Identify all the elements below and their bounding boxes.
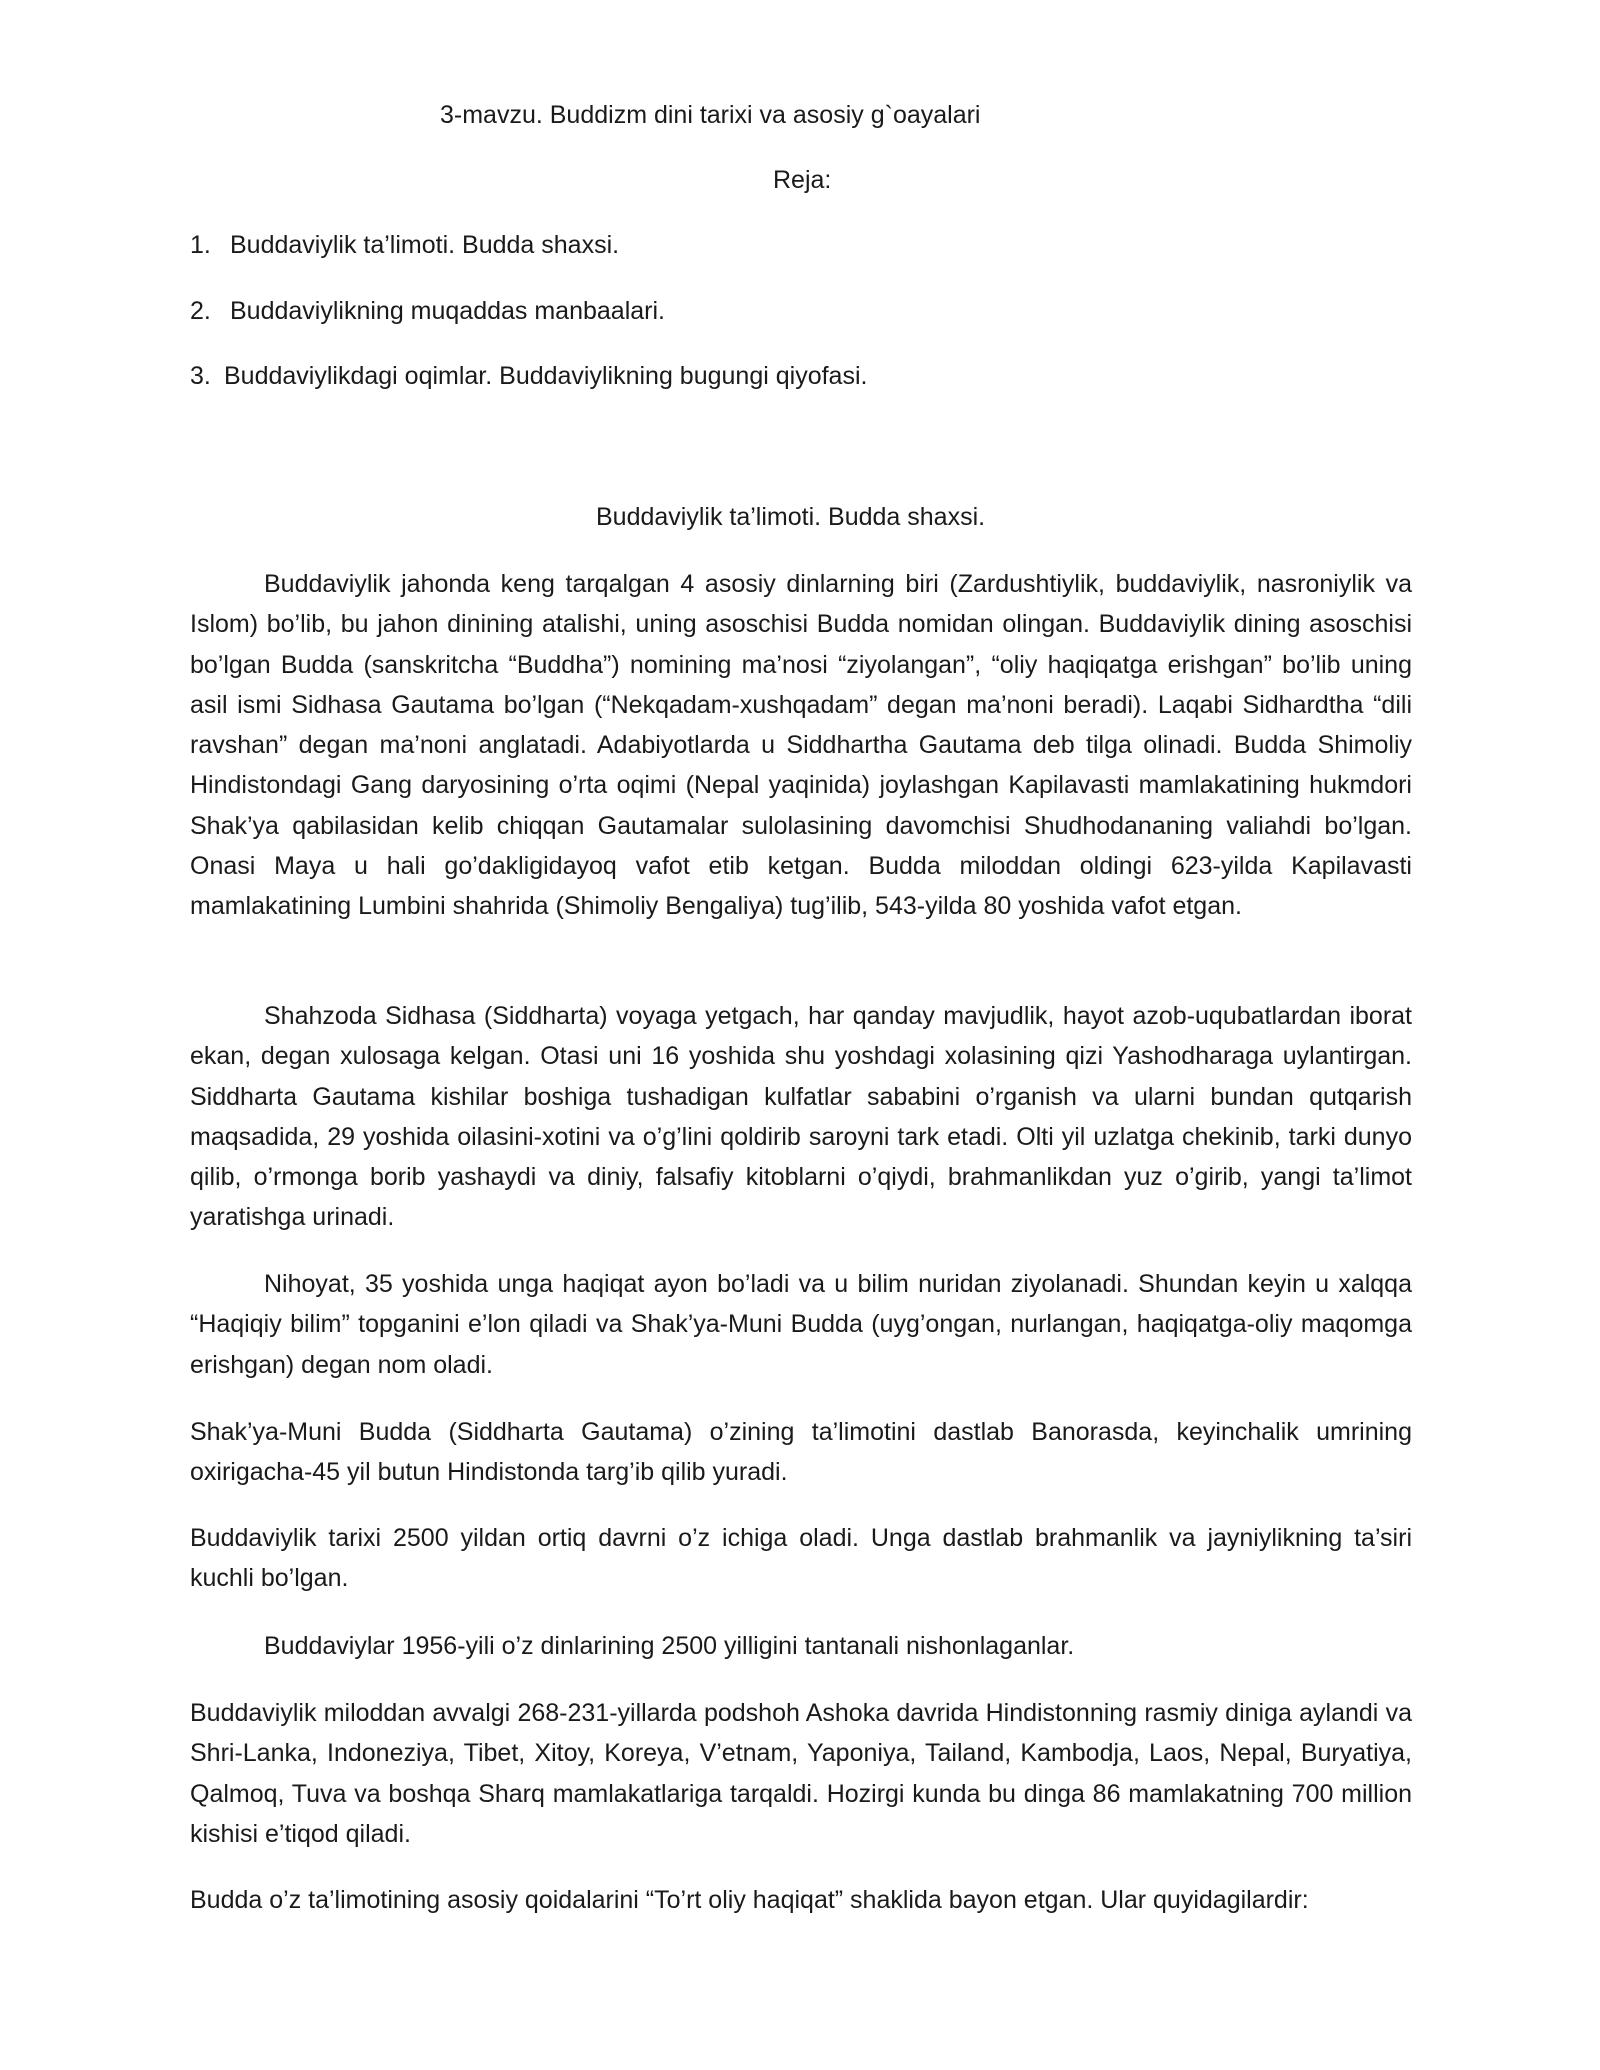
paragraph: Budda o’z ta’limotining asosiy qoidalarini “To’rt oliy haqiqat” shaklida bayon etgan. Ular quyidagilardir:: [190, 1886, 1309, 1914]
paragraph: Shahzoda Sidhasa (Siddharta) voyaga yetgach, har qanday mavjudlik, hayot azob-uqubatlardan iborat ekan, degan xulosaga kelgan. Otasi uni 16 yoshida shu yoshdagi xolasining qizi Yashodharaga uylantirgan. Siddharta Gautama kishilar boshiga tushadigan kulfatlar sababini o’rganish va ularni bundan qutqarish maqsadida, 29 yoshida oilasini-xotini va o’g’lini qoldirib saroyni tark etadi. Olti yil uzlatga chekinib, tarki dunyo qilib, o’rmonga borib yashaydi va diniy, falsafiy kitoblarni o’qiydi, brahmanlikdan yuz o’girib, yangi ta’limot yaratishga urinadi.: [190, 1002, 1412, 1232]
paragraph: Nihoyat, 35 yoshida unga haqiqat ayon bo’ladi va u bilim nuridan ziyolanadi. Shundan keyin u xalqqa “Haqiqiy bilim” topganini e’lon qiladi va Shak’ya-Muni Budda (uyg’ongan, nurlangan, haqiqatga-oliy maqomga erishgan) degan nom oladi.: [190, 1270, 1412, 1379]
plan-item-number: 3.: [190, 362, 211, 390]
plan-item-number: 1.: [190, 231, 211, 259]
document-title: 3-mavzu. Buddizm dini tarixi va asosiy g`oayalari: [440, 101, 981, 129]
paragraph: Shak’ya-Muni Budda (Siddharta Gautama) o’zining ta’limotini dastlab Banorasda, keyinchalik umrining oxirigacha-45 yil butun Hindistonda targ’ib qilib yuradi.: [190, 1418, 1412, 1487]
plan-label: Reja:: [773, 166, 832, 194]
plan-item-1: [190, 227, 619, 263]
paragraph: Buddaviylar 1956-yili o’z dinlarining 2500 yilligini tantanali nishonlaganlar.: [264, 1632, 1075, 1660]
paragraph: Buddaviylik tarixi 2500 yildan ortiq davrni o’z ichiga oladi. Unga dastlab brahmanlik va jayniylikning ta’siri kuchli bo’lgan.: [190, 1524, 1412, 1593]
plan-item-2: [190, 293, 665, 329]
plan-item-text: Buddaviylikning muqaddas manbaalari.: [230, 297, 665, 325]
plan-item-number: 2.: [190, 297, 211, 325]
plan-item-3: [190, 358, 867, 394]
plan-item-text: Buddaviylik ta’limoti. Budda shaxsi.: [230, 231, 620, 259]
paragraph: Buddaviylik miloddan avvalgi 268-231-yillarda podshoh Ashoka davrida Hindistonning rasmiy diniga aylandi va Shri-Lanka, Indoneziya, Tibet, Xitoy, Koreya, V’etnam, Yaponiya, Tailand, Kambodja, Laos, Nepal, Buryatiya, Qalmoq, Tuva va boshqa Sharq mamlakatlariga tarqaldi. Hozirgi kunda bu dinga 86 mamlakatning 700 million kishisi e’tiqod qiladi.: [190, 1699, 1412, 1848]
paragraph: Buddaviylik jahonda keng tarqalgan 4 asosiy dinlarning biri (Zardushtiylik, buddaviylik, nasroniylik va Islom) bo’lib, bu jahon dinining atalishi, uning asoschisi Budda nomidan olingan. Buddaviylik dining asoschisi bo’lgan Budda (sanskritcha “Buddha”) nomining ma’nosi “ziyolangan”, “oliy haqiqatga erishgan” bo’lib uning asil ismi Sidhasa Gautama bo’lgan (“Nekqadam-xushqadam” degan ma’noni beradi). Laqabi Sidhardtha “dili ravshan” degan ma’noni anglatadi. Adabiyotlarda u Siddhartha Gautama deb tilga olinadi. Budda Shimoliy Hindistondagi Gang daryosining o’rta oqimi (Nepal yaqinida) joylashgan Kapilavasti mamlakatining hukmdori Shak’ya qabilasidan kelib chiqqan Gautamalar sulolasining davomchisi Shudhodananing valiahdi bo’lgan. Onasi Maya u hali go’dakligidayoq vafot etib ketgan. Budda miloddan oldingi 623-yilda Kapilavasti mamlakatining Lumbini shahrida (Shimoliy Bengaliya) tug’ilib, 543-yilda 80 yoshida vafot etgan.: [190, 570, 1412, 921]
plan-item-text: Buddaviylikdagi oqimlar. Buddaviylikning bugungi qiyofasi.: [224, 362, 868, 390]
section-heading: Buddaviylik ta’limoti. Budda shaxsi.: [596, 503, 986, 531]
